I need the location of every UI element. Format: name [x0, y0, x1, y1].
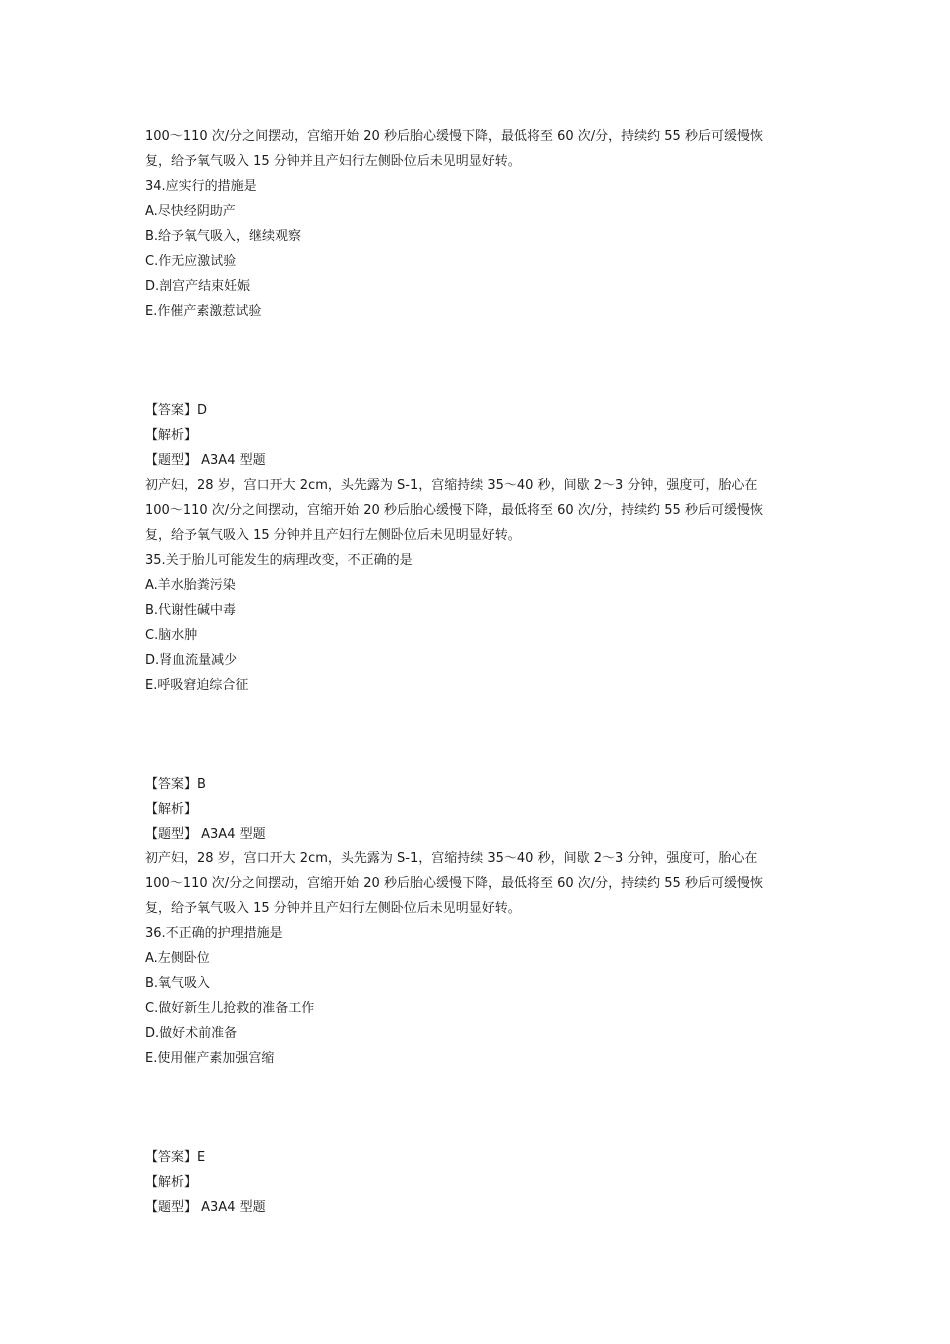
q36-stem-line-2: 100～110 次/分之间摆动，宫缩开始 20 秒后胎心缓慢下降，最低将至 60 次/分，持续约 55 秒后可缓慢恢 — [145, 876, 763, 891]
q35-option-b: B.代谢性碱中毒 — [145, 603, 237, 618]
q36-option-a: A.左侧卧位 — [145, 951, 210, 966]
q35-stem-line-2: 100～110 次/分之间摆动，宫缩开始 20 秒后胎心缓慢下降，最低将至 60 次/分，持续约 55 秒后可缓慢恢 — [145, 503, 763, 518]
q34-stem-line-1: 100～110 次/分之间摆动，宫缩开始 20 秒后胎心缓慢下降，最低将至 60 次/分，持续约 55 秒后可缓慢恢 — [145, 129, 763, 144]
q34-option-e: E.作催产素激惹试验 — [145, 304, 262, 319]
q36-option-e: E.使用催产素加强宫缩 — [145, 1051, 275, 1066]
q35-option-e: E.呼吸窘迫综合征 — [145, 678, 249, 693]
q36-answer: 【答案】E — [145, 1150, 206, 1165]
q35-stem-line-1: 初产妇，28 岁，宫口开大 2cm，头先露为 S-1，宫缩持续 35～40 秒，间歇 2～3 分钟，强度可，胎心在 — [145, 478, 758, 493]
q34-option-a: A.尽快经阴助产 — [145, 204, 236, 219]
q34-type: 【题型】 A3A4 型题 — [145, 453, 266, 468]
q35-question: 35.关于胎儿可能发生的病理改变，不正确的是 — [145, 553, 413, 568]
q34-option-b: B.给予氧气吸入，继续观察 — [145, 229, 302, 244]
q35-option-c: C.脑水肿 — [145, 628, 198, 643]
q36-stem-line-1: 初产妇，28 岁，宫口开大 2cm，头先露为 S-1，宫缩持续 35～40 秒，间歇 2～3 分钟，强度可，胎心在 — [145, 851, 758, 866]
q36-option-b: B.氧气吸入 — [145, 976, 211, 991]
q35-analysis: 【解析】 — [145, 802, 198, 817]
q36-analysis: 【解析】 — [145, 1175, 198, 1190]
q34-option-c: C.作无应激试验 — [145, 254, 237, 269]
q35-option-a: A.羊水胎粪污染 — [145, 578, 236, 593]
q34-analysis: 【解析】 — [145, 428, 198, 443]
q36-option-d: D.做好术前准备 — [145, 1026, 238, 1041]
q35-answer: 【答案】B — [145, 777, 206, 792]
q35-option-d: D.肾血流量减少 — [145, 653, 238, 668]
q36-option-c: C.做好新生儿抢救的准备工作 — [145, 1001, 315, 1016]
q36-type: 【题型】 A3A4 型题 — [145, 1200, 266, 1215]
q35-type: 【题型】 A3A4 型题 — [145, 827, 266, 842]
q34-option-d: D.剖宫产结束妊娠 — [145, 279, 251, 294]
q34-stem-line-2: 复，给予氧气吸入 15 分钟并且产妇行左侧卧位后未见明显好转。 — [145, 154, 521, 169]
q35-stem-line-3: 复，给予氧气吸入 15 分钟并且产妇行左侧卧位后未见明显好转。 — [145, 528, 521, 543]
q36-question: 36.不正确的护理措施是 — [145, 926, 283, 941]
q34-question: 34.应实行的措施是 — [145, 179, 257, 194]
q36-stem-line-3: 复，给予氧气吸入 15 分钟并且产妇行左侧卧位后未见明显好转。 — [145, 901, 521, 916]
q34-answer: 【答案】D — [145, 403, 208, 418]
